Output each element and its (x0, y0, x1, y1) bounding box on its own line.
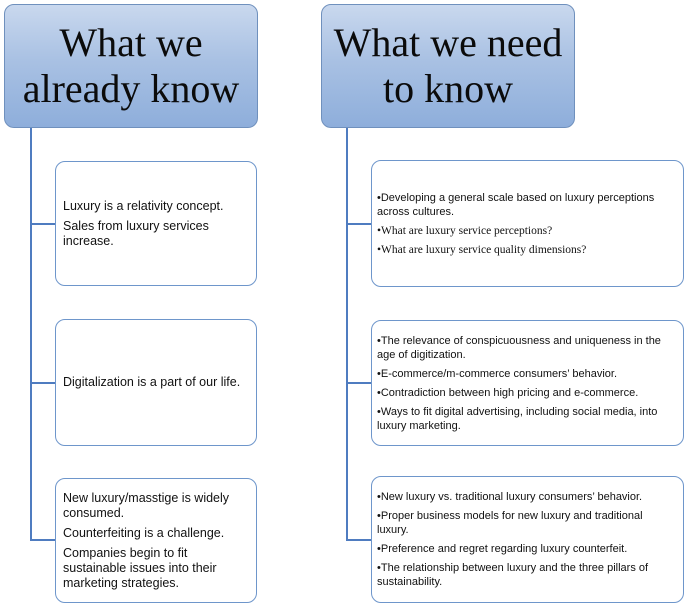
unknown-item: •The relevance of conspicuousness and uniqueness in the age of digitization. (377, 334, 661, 361)
header-what-we-already-know: What we already know (4, 4, 258, 128)
known-item: Digitalization is a part of our life. (63, 375, 241, 389)
known-item: Companies begin to fit sustainable issues into their marketing strategies. (63, 545, 217, 590)
left-branch-2 (30, 382, 55, 384)
known-card-2 (55, 319, 257, 446)
unknown-item: •What are luxury service perceptions? (377, 224, 553, 237)
unknown-item: •Proper business models for new luxury and traditional luxury. (377, 510, 643, 536)
left-branch-1 (30, 223, 55, 225)
known-item: Luxury is a relativity concept. (63, 198, 224, 213)
right-trunk-line (346, 128, 348, 540)
unknown-item: •Preference and regret regarding luxury counterfeit. (377, 543, 628, 555)
unknown-card-2 (371, 320, 684, 446)
unknown-card-1 (371, 160, 684, 287)
left-branch-3 (30, 539, 55, 541)
known-card-1 (55, 161, 257, 286)
unknown-item: •E-commerce/m-commerce consumers’ behavior. (377, 367, 618, 380)
known-item: Sales from luxury services increase. (63, 218, 209, 248)
unknown-item: •Developing a general scale based on luxury perceptions across cultures. (377, 191, 655, 218)
header-what-we-need-to-know: What we need to know (321, 4, 575, 128)
right-branch-2 (346, 382, 371, 384)
unknown-item: •Contradiction between high pricing and e-commerce. (377, 386, 639, 399)
known-card-3 (55, 478, 257, 603)
right-branch-1 (346, 223, 371, 225)
unknown-card-3 (371, 476, 684, 603)
left-trunk-line (30, 128, 32, 540)
right-branch-3 (346, 539, 371, 541)
known-item: New luxury/masstige is widely consumed. (63, 490, 230, 520)
unknown-item: •Ways to fit digital advertising, including social media, into luxury marketing. (377, 405, 658, 432)
known-item: Counterfeiting is a challenge. (63, 525, 225, 540)
unknown-item: •What are luxury service quality dimensions? (377, 243, 587, 256)
unknown-item: •The relationship between luxury and the three pillars of sustainability. (377, 562, 649, 588)
unknown-item: •New luxury vs. traditional luxury consumers’ behavior. (377, 491, 643, 503)
